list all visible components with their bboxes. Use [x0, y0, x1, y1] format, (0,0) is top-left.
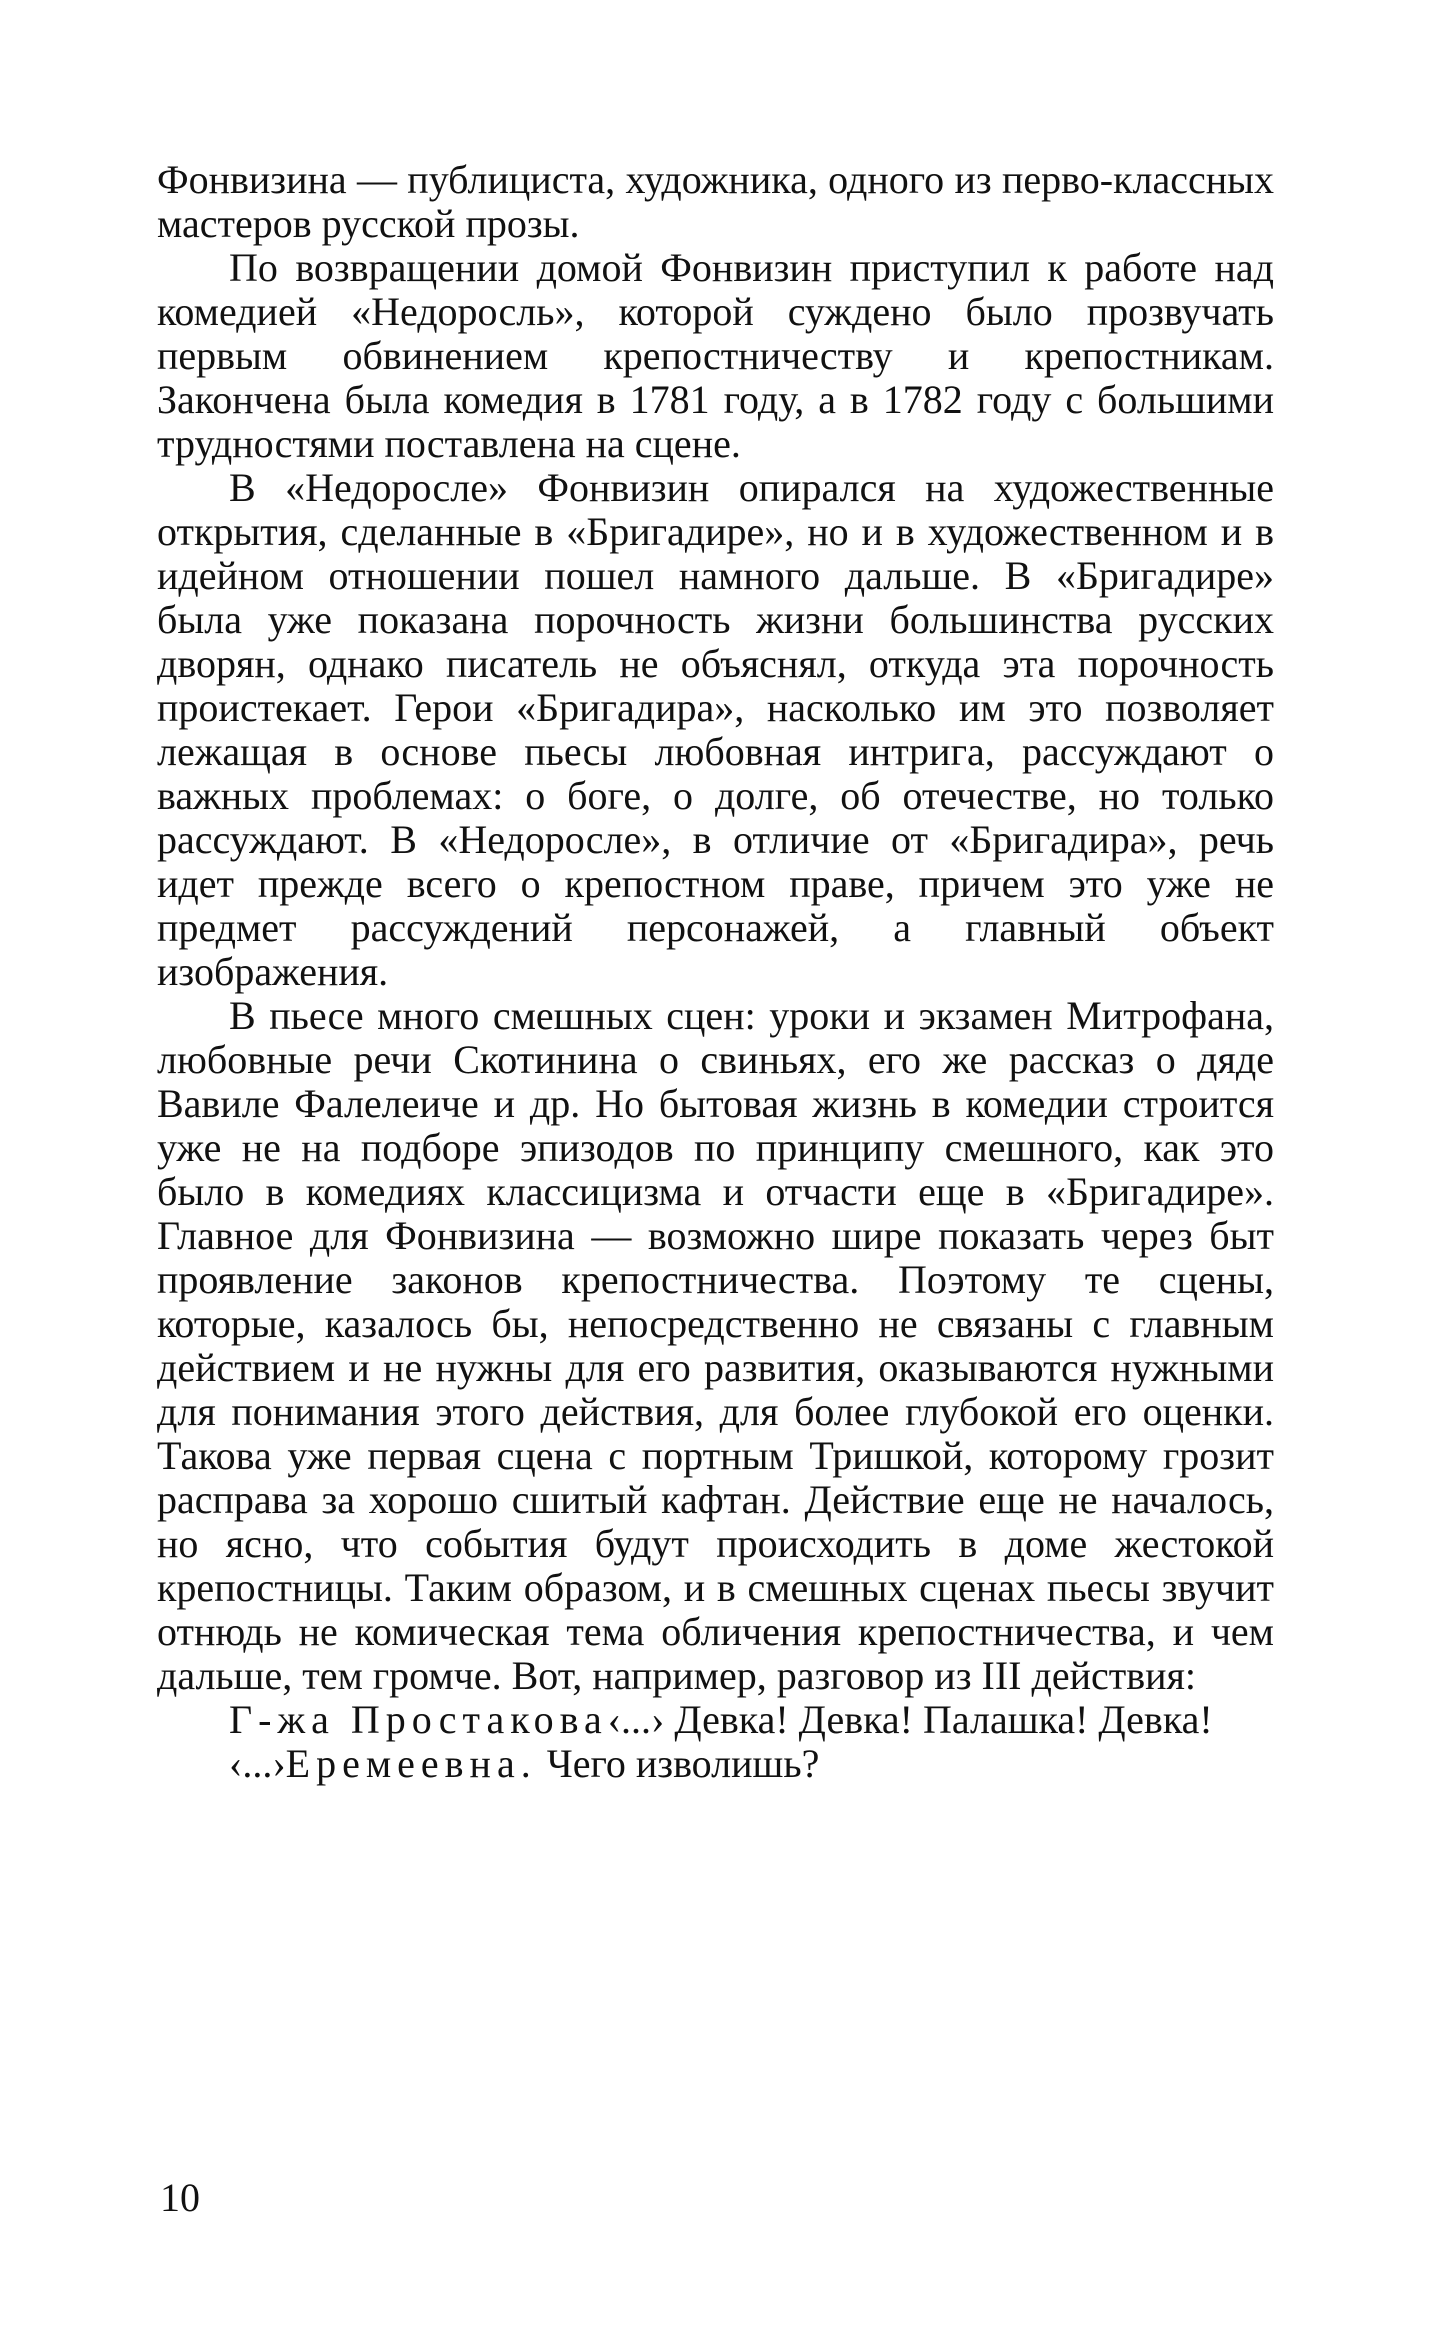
paragraph-3: В «Недоросле» Фонвизин опирался на художественные открытия, сделанные в «Бригадире», но и в художественном и в идейном отношении пошел намного дальше. В «Бригадире» была уже показана порочность жизни большинства русских дворян, однако писатель не объяснял, откуда эта порочность проистекает. Герои «Бригадира», насколько им это позволяет лежащая в основе пьесы любовная интрига, рассуждают о важных проблемах: о боге, о долге, об отечестве, но только рассуждают. В «Недоросле», в отличие от «Бригадира», речь идет прежде всего о крепостном праве, причем это уже не предмет рассуждений персонажей, а главный объект изображения. [157, 465, 1274, 994]
omission-mark: ‹...› [229, 1741, 286, 1786]
dialogue-text: Чего изволишь? [536, 1741, 820, 1786]
dialogue-text: ‹...› Девка! Девка! Палашка! Девка! [607, 1697, 1213, 1742]
paragraph-1: Фонвизина — публициста, художника, одного из перво-классных мастеров русской прозы. [157, 157, 1274, 246]
paragraph-4: В пьесе много смешных сцен: уроки и экзамен Митрофана, любовные речи Скотинина о свиньях, его же рассказ о дяде Вавиле Фалелеиче и др. Но бытовая жизнь в комедии строится уже не на подборе эпизодов по принципу смешного, как это было в комедиях классицизма и отчасти еще в «Бригадире». Главное для Фонвизина — возможно шире показать через быт проявление законов крепостничества. Поэтому те сцены, которые, казалось бы, непосредственно не связаны с главным действием и не нужны для его развития, оказываются нужными для понимания этого действия, для более глубокой его оценки. Такова уже первая сцена с портным Тришкой, которому грозит расправа за хорошо сшитый кафтан. Действие еще не началось, но ясно, что события будут происходить в доме жестокой крепостницы. Таким образом, и в смешных сценах пьесы звучит отнюдь не комическая тема обличения крепостничества, и чем дальше, тем громче. Вот, например, разговор из III действия: [157, 993, 1274, 1698]
speaker-name: Еремеевна. [285, 1741, 537, 1786]
page-body [157, 158, 1274, 1786]
paragraph-2: По возвращении домой Фонвизин приступил к работе над комедией «Недоросль», которой суждено было прозвучать первым обвинением крепостничеству и крепостникам. Закончена была комедия в 1781 году, а в 1782 году с большими трудностями поставлена на сцене. [157, 245, 1274, 466]
dialogue-line-2 [157, 1742, 1274, 1786]
speaker-name: Г-жа Простакова [229, 1697, 608, 1742]
dialogue-line-1 [157, 1698, 1274, 1742]
page-number: 10 [160, 2175, 200, 2220]
